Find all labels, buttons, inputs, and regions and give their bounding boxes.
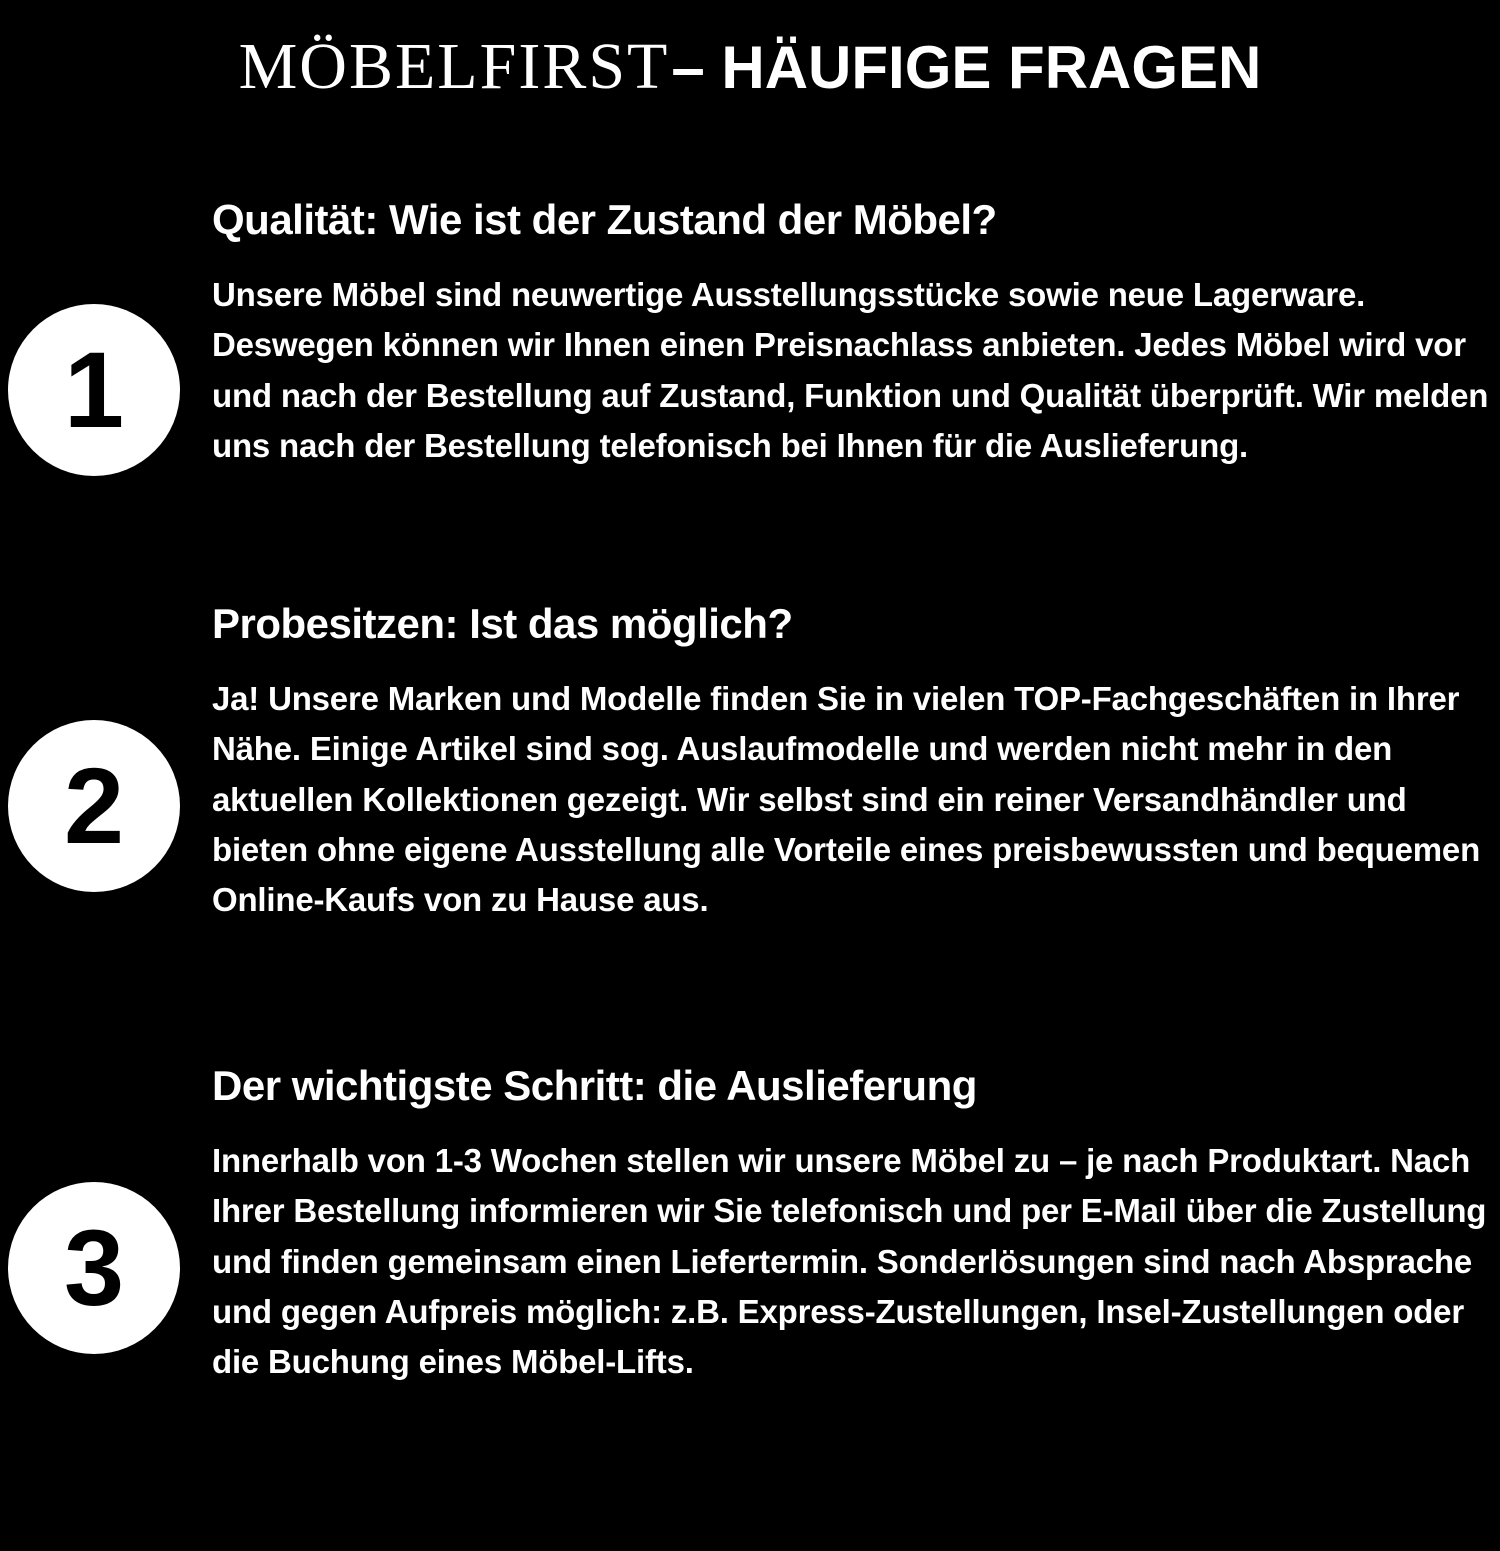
faq-answer-text: Ja! Unsere Marken und Modelle finden Sie in vielen TOP-Fachgeschäften in Ihrer Nähe. Einige Artikel sind sog. Auslaufmodelle und werden nicht mehr in den aktuellen Kollektionen gezeigt. Wir selbst sind ein reiner Versandhändler und bieten ohne eigene Ausstellung alle Vorteile eines preisbewussten und bequemen Online-Kaufs von zu Hause aus. [212, 680, 1481, 918]
page-title: – HÄUFIGE FRAGEN [671, 34, 1262, 101]
faq-number-badge: 2 [8, 720, 180, 892]
faq-question-title: Probesitzen: Ist das möglich? [212, 600, 793, 647]
faq-item-3 [0, 1062, 1500, 1387]
faq-body [212, 600, 1492, 925]
faq-answer-text: Unsere Möbel sind neuwertige Ausstellungsstücke sowie neue Lagerware. Deswegen können wir Ihnen einen Preisnachlass anbieten. Jedes Möbel wird vor und nach der Bestellung auf Zustand, Funktion und Qualität überprüft. Wir melden uns nach der Bestellung telefonisch bei Ihnen für die Auslieferung. [212, 276, 1489, 464]
brand-wordmark: MÖBELFIRST [238, 30, 670, 103]
faq-number-badge: 1 [8, 304, 180, 476]
faq-number-badge: 3 [8, 1182, 180, 1354]
faq-question-title: Der wichtigste Schritt: die Auslieferung [212, 1062, 977, 1109]
faq-answer-text: Innerhalb von 1-3 Wochen stellen wir unsere Möbel zu – je nach Produktart. Nach Ihrer Bestellung informieren wir Sie telefonisch und per E-Mail über die Zustellung und finden gemeinsam einen Liefertermin. Sonderlösungen sind nach Absprache und gegen Aufpreis möglich: z.B. Express-Zustellungen, Insel-Zustellungen oder die Buchung eines Möbel-Lifts. [212, 1142, 1487, 1380]
faq-item-2 [0, 600, 1500, 925]
faq-item-1 [0, 196, 1500, 471]
faq-question-title: Qualität: Wie ist der Zustand der Möbel? [212, 196, 997, 243]
page-header [0, 30, 1500, 103]
faq-body [212, 1062, 1492, 1387]
faq-body [212, 196, 1492, 471]
